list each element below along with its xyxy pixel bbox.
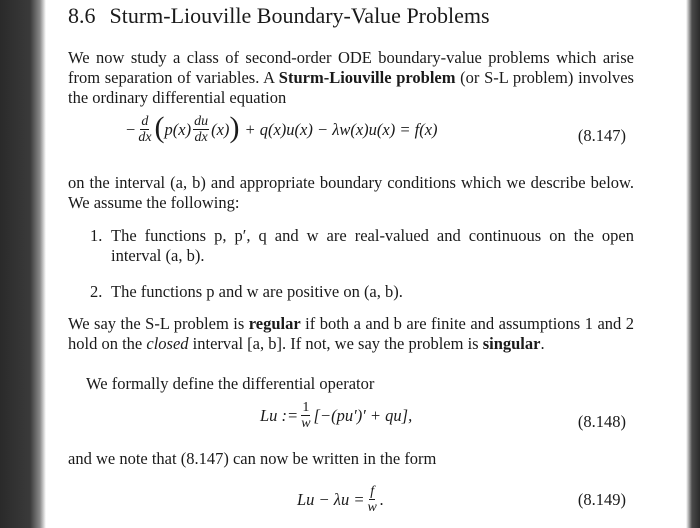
equation-8-148 xyxy=(68,398,634,442)
equation-remainder: + q(x)u(x) − λw(x)u(x) = f(x) xyxy=(244,119,438,139)
right-paren: ) xyxy=(229,110,240,144)
define-paragraph: We formally define the differential operator xyxy=(86,374,375,393)
inner-derivative-fraction: $\frac{du}{dx}$ xyxy=(194,114,209,145)
regular-paragraph: We say the S-L problem is regular if both a and b are finite and assumptions 1 and 2 hold on the closed interval [a, b]. If not, we say the problem is singular. xyxy=(68,314,635,353)
assumption-text-2: The functions p and w are positive on (a, b). xyxy=(111,282,403,301)
singular-term: singular xyxy=(482,334,541,353)
equation-number-8-149: (8.149) xyxy=(577,490,626,509)
equation-8-148-body xyxy=(260,400,412,431)
section-heading xyxy=(68,3,490,29)
arg-x: (x) xyxy=(211,119,230,139)
assumption-text-1: The functions p, p′, q and w are real-valued and continuous on the open interval (a, b). xyxy=(111,226,634,265)
intro-text-1: We now study a class of second-order ODE boundary-value problems which arise from separation of variables. A xyxy=(68,48,634,87)
derivative-fraction: $\frac{d}{dx}$ xyxy=(138,114,152,145)
equation-8-149 xyxy=(68,484,634,528)
section-title: Sturm-Liouville Boundary-Value Problems xyxy=(109,3,490,28)
minus-sign: − xyxy=(126,119,136,139)
regular-term: regular xyxy=(248,314,301,333)
eq149-lhs: Lu − λu = xyxy=(297,489,365,509)
note-paragraph: and we note that (8.147) can now be written in the form xyxy=(68,449,437,468)
section-number: 8.6 xyxy=(68,3,96,28)
equation-8-149-body xyxy=(297,484,384,515)
intro-paragraph xyxy=(68,48,634,108)
assumption-item-1 xyxy=(90,226,634,266)
p-of-x: p(x) xyxy=(164,119,192,139)
interval-paragraph: on the interval (a, b) and appropriate boundary conditions which we describe below. We assume the following: xyxy=(68,173,634,212)
operator-rhs: [−(pu′)′ + qu], xyxy=(313,405,413,425)
equation-8-147-body xyxy=(126,110,438,145)
photo-edge-right xyxy=(686,0,700,528)
eq149-period: . xyxy=(379,489,384,509)
photo-edge-left xyxy=(0,0,46,528)
left-paren: ( xyxy=(154,110,165,144)
f-over-w-fraction: $\frac{f}{w}$ xyxy=(367,484,377,515)
assumption-item-2 xyxy=(90,282,634,302)
equation-number-8-148: (8.148) xyxy=(577,412,626,431)
equation-8-147 xyxy=(68,112,634,156)
intro-text-2: (or S-L problem) involves the ordinary differential equation xyxy=(68,68,634,107)
assumption-label-2: 2. xyxy=(90,282,103,301)
assumption-label-1: 1. xyxy=(90,226,103,245)
textbook-page xyxy=(68,0,646,528)
equation-number-8-147: (8.147) xyxy=(577,126,626,145)
closed-term: closed xyxy=(146,334,189,353)
sl-problem-term: Sturm-Liouville problem xyxy=(278,68,456,87)
operator-lhs: Lu := xyxy=(260,405,299,425)
one-over-w-fraction: $\frac{1}{w}$ xyxy=(301,400,311,431)
